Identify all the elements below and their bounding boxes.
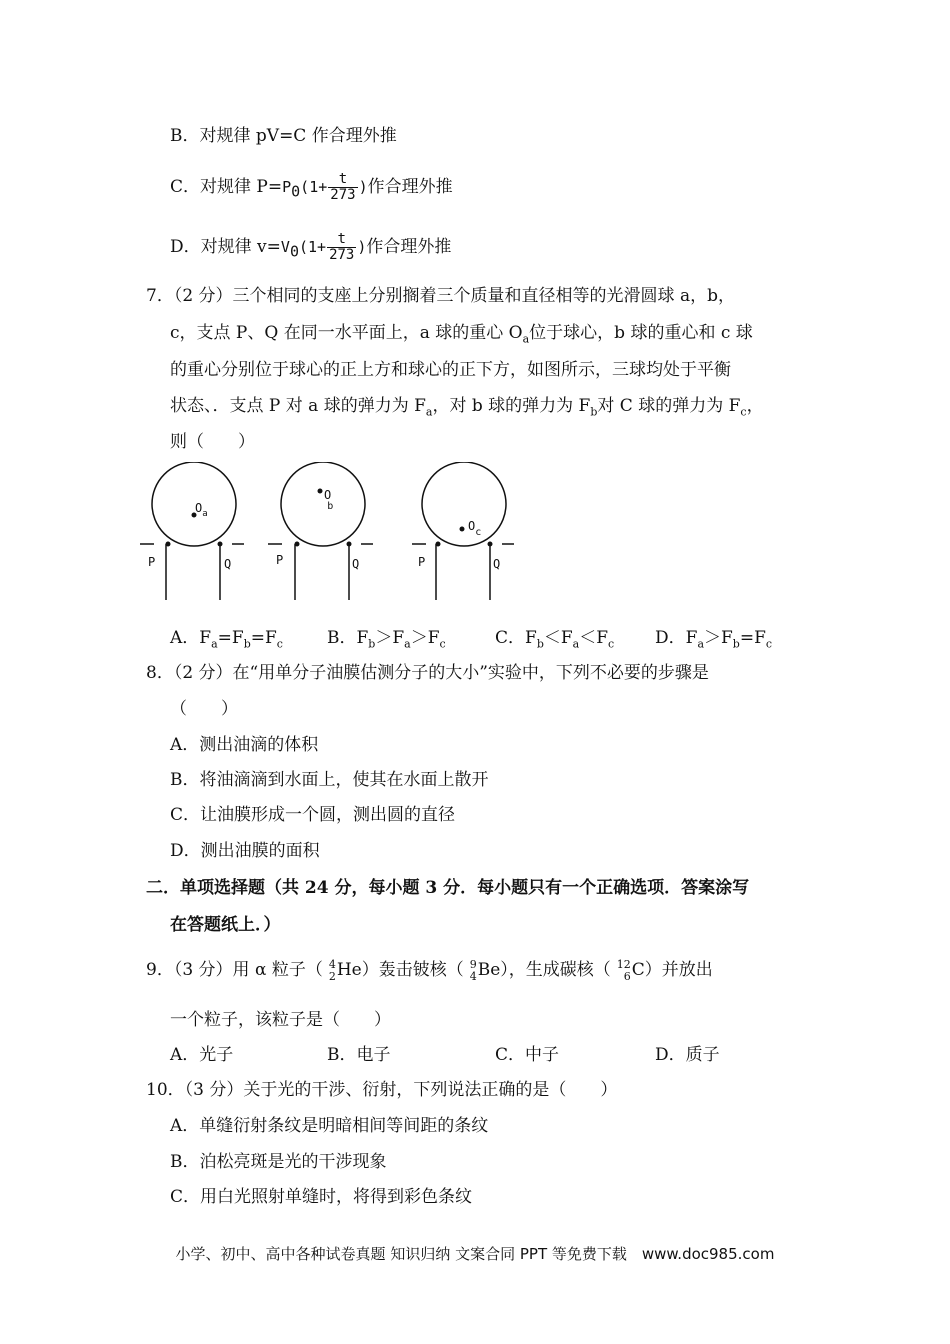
ball-b-circle (281, 462, 365, 546)
q8-option-a: A．测出油滴的体积 (170, 735, 319, 755)
page-footer: 小学、初中、高中各种试卷真题 知识归纳 文案合同 PPT 等免费下载 www.doc985.com (175, 1245, 775, 1263)
three-balls-figure (140, 462, 530, 607)
beryllium-isotope-index: 9 4 (469, 957, 477, 983)
ball-c-circle (422, 462, 506, 546)
q10-option-a: A．单缝衍射条纹是明暗相间等间距的条纹 (170, 1116, 489, 1136)
support-point-p-a (166, 542, 171, 547)
q10-line-1: 10．（3 分）关于光的干涉、衍射，下列说法正确的是（ ） (146, 1080, 618, 1100)
q7-option-a: A．$F_a=F_b=F_c$ (170, 628, 283, 651)
q6-option-b: B．对规律 pV=C 作合理外推 (170, 126, 397, 146)
q8-line-2: （ ） (170, 699, 238, 719)
q9-option-a: A．光子 (170, 1045, 234, 1065)
q6-option-c: C．对规律 $P=P_0(1+$ $\frac{t}{273}$ )作合理外推 (170, 171, 453, 203)
section-2-heading-line-2: 在答题纸上．） (170, 915, 281, 935)
center-of-gravity-c (460, 527, 465, 532)
ball-a-circle (152, 462, 236, 546)
q9-option-d: D．质子 (655, 1045, 720, 1065)
q10-option-b: B．泊松亮斑是光的干涉现象 (170, 1152, 387, 1172)
q7-option-d: D．$F_a>F_b=F_c$ (655, 628, 773, 651)
q7-line-3: 的重心分别位于球心的正上方和球心的正下方，如图所示，三球均处于平衡 (170, 360, 731, 380)
q7-line-1: 7．（2 分）三个相同的支座上分别搁着三个质量和直径相等的光滑圆球 a，b， (146, 286, 735, 306)
carbon-isotope-index: 12 6 (616, 957, 631, 983)
q7-option-c: C．$F_b<F_a<F_c$ (495, 628, 615, 651)
support-label-p-c: P (418, 555, 426, 569)
q9-option-b: B．电子 (327, 1045, 391, 1065)
q8-option-d: D．测出油膜的面积 (170, 841, 320, 861)
support-label-q-b: Q (352, 557, 360, 571)
q7-option-b: B．$F_b>F_a>F_c$ (327, 628, 446, 651)
q10-option-c: C．用白光照射单缝时，将得到彩色条纹 (170, 1187, 473, 1207)
q8-option-c: C．让油膜形成一个圆，测出圆的直径 (170, 805, 456, 825)
support-label-q-a: Q (224, 557, 232, 571)
ball-c-label: $O_c$ (468, 519, 482, 538)
support-point-q-c (488, 542, 493, 547)
q7-line-2: c，支点 P、Q 在同一水平面上，a 球的重心 $O_a$位于球心，b 球的重心和 c 球 (170, 323, 753, 346)
q9-option-c: C．中子 (495, 1045, 560, 1065)
support-label-p-a: P (148, 555, 156, 569)
support-point-p-c (436, 542, 441, 547)
ball-b-assembly (268, 462, 373, 600)
helium-isotope-index: 4 2 (328, 957, 336, 983)
center-of-gravity-b (318, 489, 323, 494)
support-label-p-b: P (276, 553, 284, 567)
support-point-q-b (347, 542, 352, 547)
support-label-q-c: Q (493, 557, 501, 571)
q6-option-d: D．对规律 $v=V_0(1+$ $\frac{t}{273}$ )作合理外推 (170, 231, 452, 263)
fraction-t-over-273: $\frac{t}{273}$ (330, 171, 356, 203)
ball-a-label: $O_a$ (195, 501, 208, 519)
support-point-q-a (218, 542, 223, 547)
q8-option-b: B．将油滴滴到水面上，使其在水面上散开 (170, 770, 489, 790)
section-2-heading-line-1: 二．单项选择题（共 24 分，每小题 3 分．每小题只有一个正确选项．答案涂写 (146, 878, 750, 898)
ball-a-assembly (140, 462, 244, 600)
q9-line-2: 一个粒子，该粒子是（ ） (170, 1010, 391, 1030)
q9-line-1: 9．（3 分）用 α 粒子（ 4 2 He）轰击铍核（ 9 4 Be），生成碳核（ 12 6 C）并放出 (146, 957, 713, 983)
q8-line-1: 8．（2 分）在“用单分子油膜估测分子的大小”实验中，下列不必要的步骤是 (146, 663, 709, 683)
ball-b-label: O b (324, 488, 334, 512)
q7-line-4: 状态、．支点 P 对 a 球的弹力为 $F_a$，对 b 球的弹力为 $F_b$对 C 球的弹力为 $F_c$， (170, 396, 764, 419)
support-point-p-b (295, 542, 300, 547)
fraction-t-over-273: $\frac{t}{273}$ (329, 231, 355, 263)
q7-line-5: 则（ ） (170, 432, 255, 452)
